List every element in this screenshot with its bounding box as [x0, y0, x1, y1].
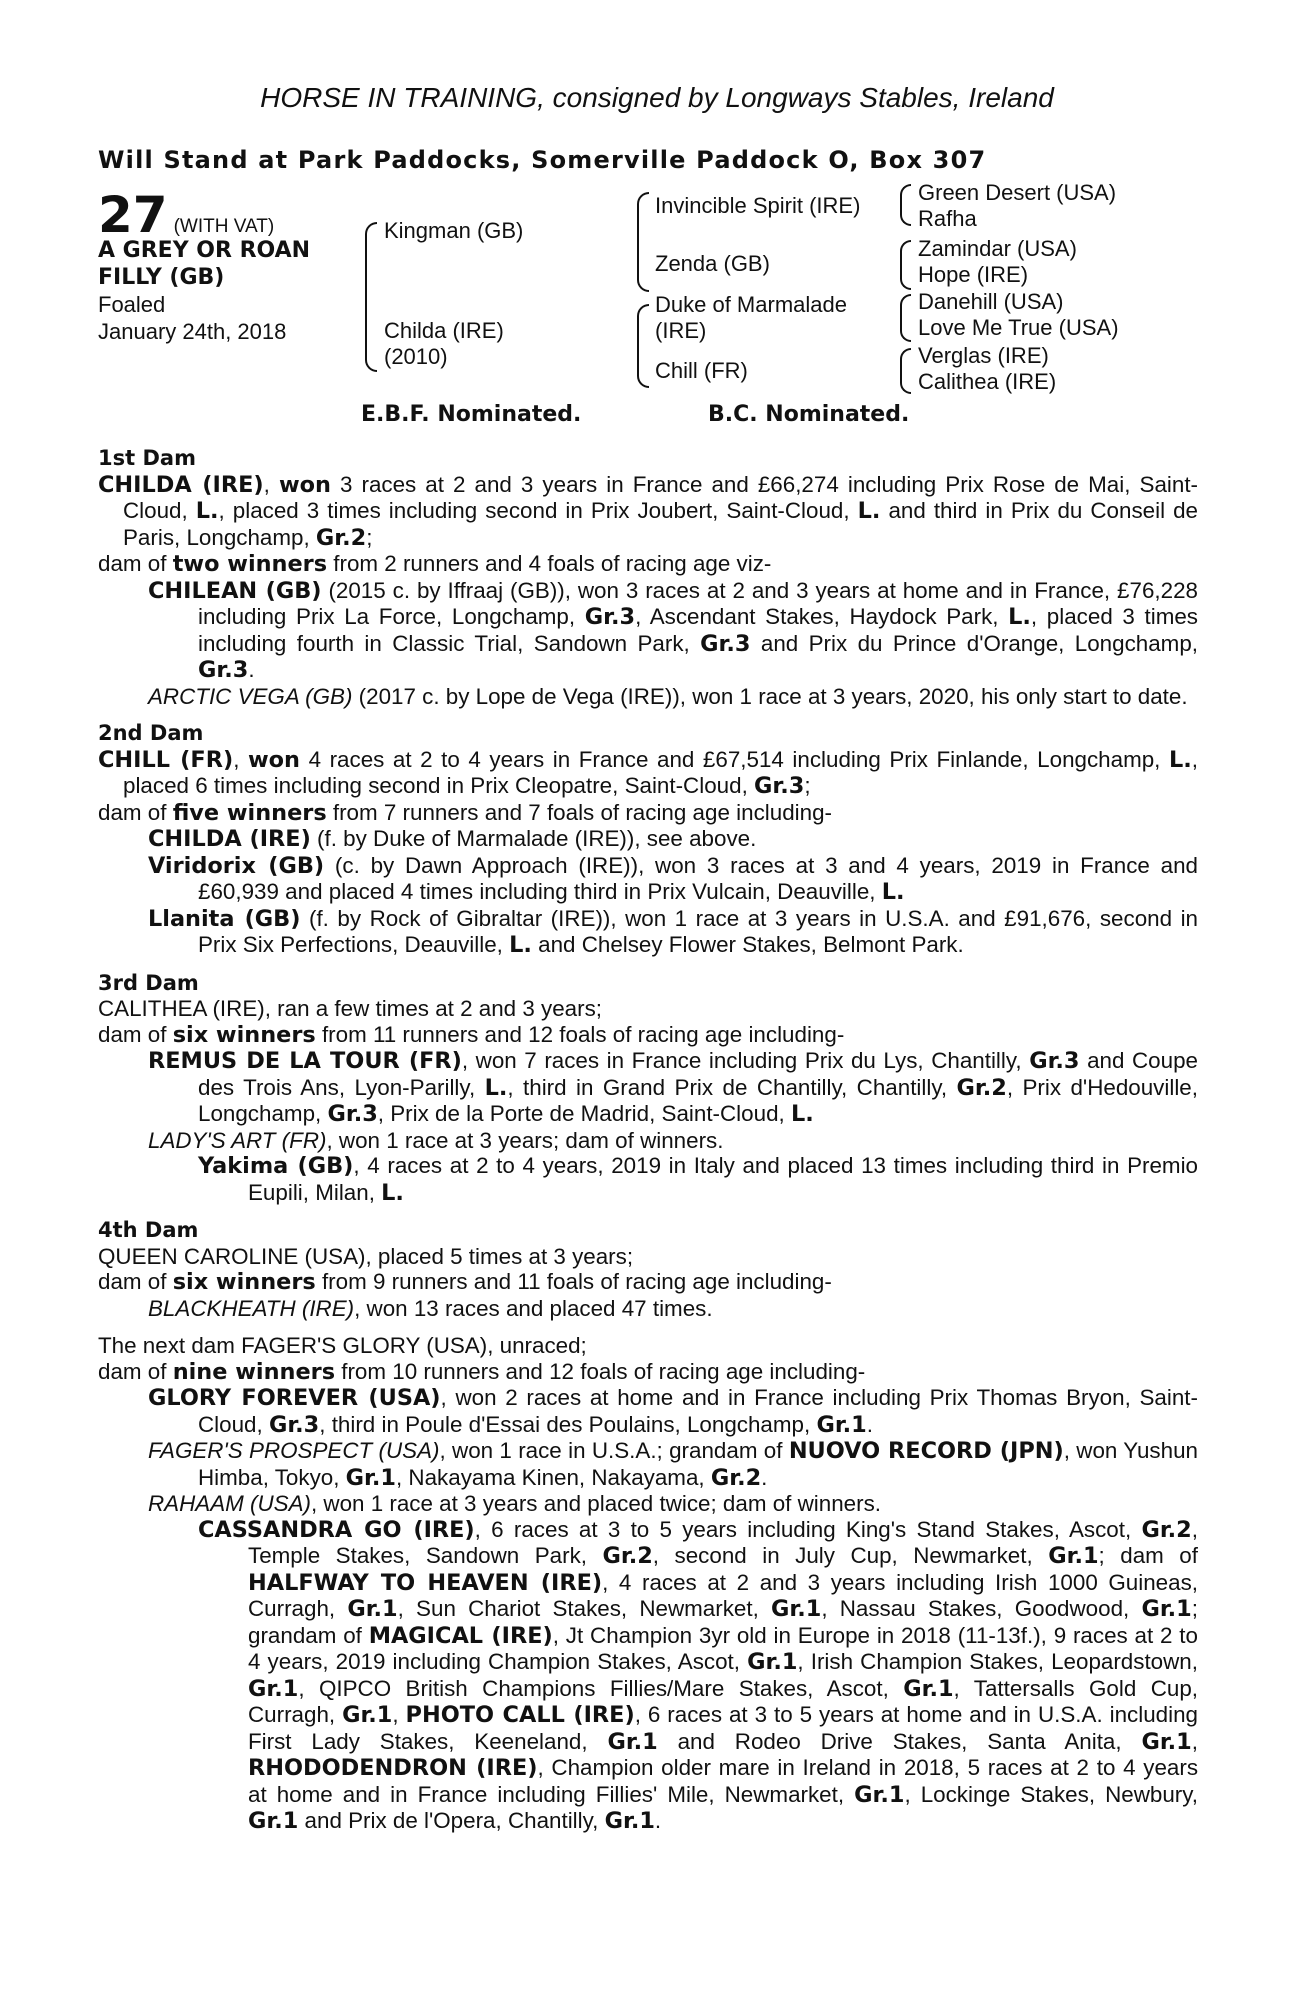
record-paragraph: dam of nine winners from 10 runners and 12 foals of racing age including- — [98, 1358, 866, 1385]
bold-text: L. — [484, 1074, 508, 1101]
pedigree-dam-sire-name: Duke of Marmalade — [655, 292, 847, 317]
bold-text: L. — [790, 1101, 814, 1127]
italic-text: LADY'S ART (FR) — [148, 1127, 327, 1153]
bold-text: CHILDA (IRE) — [148, 826, 311, 852]
lot-heading — [98, 186, 274, 244]
bold-text: nine winners — [172, 1358, 336, 1385]
record-paragraph: CHILDA (IRE) (f. by Duke of Marmalade (IRE)), see above. — [148, 826, 757, 852]
bold-text: Gr.1 — [248, 1808, 299, 1834]
section-heading: 2nd Dam — [98, 721, 204, 745]
record-paragraph: QUEEN CAROLINE (USA), placed 5 times at 3 years; — [98, 1243, 634, 1269]
record-paragraph: REMUS DE LA TOUR (FR), won 7 races in France including Prix du Lys, Chantilly, Gr.3 and Coupe des Trois Ans, Lyon-Parilly, L., third in Grand Prix de Chantilly, Chantilly, Gr.2, Prix d'Hedouville, Longchamp, Gr.3, Prix de la Porte de Madrid, Saint-Cloud, L. — [148, 1048, 1198, 1127]
horse-title-line2: FILLY (GB) — [98, 265, 225, 290]
foaled-label: Foaled — [98, 292, 166, 317]
family-section — [98, 971, 1198, 1207]
bold-text: Gr.1 — [854, 1781, 905, 1808]
record-paragraph: CALITHEA (IRE), ran a few times at 2 and 3 years; — [98, 996, 602, 1021]
bold-text: L. — [857, 498, 881, 524]
bold-text: six winners — [172, 1269, 316, 1295]
bold-text: Gr.1 — [347, 1596, 398, 1622]
record-paragraph: Llanita (GB) (f. by Rock of Gibraltar (IRE)), won 1 race at 3 years in U.S.A. and £91,676, second in Prix Six Perfections, Deauville, L. and Chelsey Flower Stakes, Belmont Park. — [148, 905, 1198, 958]
bold-text: CHILL (FR) — [98, 746, 234, 773]
pedigree-sire: Kingman (GB) — [384, 218, 524, 243]
pedigree-gen3-1: Green Desert (USA) — [918, 180, 1117, 205]
bold-text: Gr.1 — [1141, 1728, 1192, 1755]
record-paragraph: GLORY FOREVER (USA), won 2 races at home and in France including Prix Thomas Bryon, Saint-Cloud, Gr.3, third in Poule d'Essai des Poulains, Longchamp, Gr.1. — [148, 1385, 1198, 1438]
bold-text: Gr.1 — [1141, 1596, 1192, 1622]
bold-text: CHILEAN (GB) — [148, 577, 322, 604]
record-paragraph: Viridorix (GB) (c. by Dawn Approach (IRE)), won 3 races at 3 and 4 years, 2019 in France and £60,939 and placed 4 times including third in Prix Vulcain, Deauville, L. — [148, 852, 1198, 905]
pedigree-gen3-8: Calithea (IRE) — [918, 369, 1057, 394]
bold-text: Gr.3 — [268, 1411, 320, 1438]
bold-text: Gr.1 — [903, 1675, 954, 1702]
bold-text: Gr.1 — [607, 1728, 658, 1755]
record-paragraph: FAGER'S PROSPECT (USA), won 1 race in U.S.A.; grandam of NUOVO RECORD (JPN), won Yushun Himba, Tokyo, Gr.1, Nakayama Kinen, Nakayama, Gr.2. — [148, 1438, 1198, 1491]
pedigree-dam-dam: Chill (FR) — [655, 358, 748, 383]
pedigree-dam-name: Childa (IRE) — [384, 318, 504, 343]
section-heading: 1st Dam — [98, 446, 196, 470]
bold-text: Gr.3 — [584, 604, 636, 630]
record-paragraph: BLACKHEATH (IRE), won 13 races and placed 47 times. — [148, 1295, 713, 1321]
record-paragraph: CASSANDRA GO (IRE), 6 races at 3 to 5 years including King's Stand Stakes, Ascot, Gr.2, Temple Stakes, Sandown Park, Gr.2, second in July Cup, Newmarket, Gr.1; dam of HALFWAY TO HEAVEN (IRE), 4 races at 2 and 3 years including Irish 1000 Guineas, Curragh, Gr.1, Sun Chariot Stakes, Newmarket, Gr.1, Nassau Stakes, Goodwood, Gr.1; grandam of MAGICAL (IRE), Jt Champion 3yr old in Europe in 2018 (11-13f.), 9 races at 2 to 4 years, 2019 including Champion Stakes, Ascot, Gr.1, Irish Champion Stakes, Leopardstown, Gr.1, QIPCO British Champions Fillies/Mare Stakes, Ascot, Gr.1, Tattersalls Gold Cup, Curragh, Gr.1, PHOTO CALL (IRE), 6 races at 3 to 5 years at home and in U.S.A. including First Lady Stakes, Keeneland, Gr.1 and Rodeo Drive Stakes, Santa Anita, Gr.1, RHODODENDRON (IRE), Champion older mare in Ireland in 2018, 5 races at 2 to 4 years at home and in France including Fillies' Mile, Newmarket, Gr.1, Lockinge Stakes, Newbury, Gr.1 and Prix de l'Opera, Chantilly, Gr.1. — [198, 1516, 1199, 1834]
bold-text: six winners — [172, 1021, 316, 1048]
pedigree-gen3-5: Danehill (USA) — [918, 289, 1064, 314]
pedigree-dam — [384, 318, 504, 370]
pedigree-sire-sire: Invincible Spirit (IRE) — [655, 193, 861, 218]
lot-number: 27 — [98, 186, 168, 244]
family-section — [98, 721, 1198, 959]
bold-text: Gr.2 — [710, 1464, 762, 1491]
bold-text: L. — [1168, 746, 1192, 773]
bold-text: Gr.3 — [754, 773, 805, 799]
pedigree-gen3-2: Rafha — [918, 206, 977, 231]
pedigree-gen3-7: Verglas (IRE) — [918, 343, 1049, 368]
bold-text: Gr.3 — [700, 630, 751, 657]
pedigree-bracket-ss — [900, 184, 911, 226]
italic-text: RAHAAM (USA) — [148, 1491, 311, 1516]
record-paragraph: ARCTIC VEGA (GB) (2017 c. by Lope de Vega (IRE)), won 1 race at 3 years, 2020, his only start to date. — [148, 683, 1188, 709]
stand-location: Will Stand at Park Paddocks, Somerville Paddock O, Box 307 — [98, 146, 987, 174]
produce-record — [98, 446, 1198, 1847]
bold-text: Gr.3 — [198, 657, 249, 683]
bold-text: Gr.1 — [342, 1702, 393, 1728]
bold-text: NUOVO RECORD (JPN) — [788, 1438, 1064, 1464]
record-paragraph: The next dam FAGER'S GLORY (USA), unraced; — [98, 1333, 587, 1358]
record-paragraph: dam of five winners from 7 runners and 7 foals of racing age including- — [98, 799, 832, 826]
bold-text: Gr.2 — [956, 1074, 1007, 1101]
pedigree-bracket-dam — [637, 304, 649, 388]
bold-text: Gr.1 — [604, 1808, 655, 1834]
bold-text: Gr.1 — [1048, 1543, 1099, 1569]
bold-text: Gr.1 — [771, 1596, 822, 1622]
italic-text: ARCTIC VEGA (GB) — [148, 683, 353, 709]
bold-text: Viridorix (GB) — [148, 852, 325, 879]
record-paragraph: dam of six winners from 11 runners and 12 foals of racing age including- — [98, 1021, 845, 1048]
consignor-header: HORSE IN TRAINING, consigned by Longways Stables, Ireland — [260, 82, 1054, 113]
record-paragraph: CHILEAN (GB) (2015 c. by Iffraaj (GB)), won 3 races at 2 and 3 years at home and in France, £76,228 including Prix La Force, Longchamp, Gr.3, Ascendant Stakes, Haydock Park, L., placed 3 times including fourth in Classic Trial, Sandown Park, Gr.3 and Prix du Prince d'Orange, Longchamp, Gr.3. — [148, 577, 1199, 683]
family-section — [98, 446, 1198, 709]
ebf-nominated: E.B.F. Nominated. — [361, 402, 582, 427]
pedigree-gen3-6: Love Me True (USA) — [918, 315, 1119, 340]
bold-text: won — [247, 746, 300, 773]
bold-text: MAGICAL (IRE) — [368, 1622, 553, 1649]
vat-note: (WITH VAT) — [173, 216, 275, 237]
section-heading: 4th Dam — [98, 1218, 199, 1242]
bold-text: Gr.2 — [315, 524, 367, 551]
record-paragraph: LADY'S ART (FR), won 1 race at 3 years; dam of winners. — [148, 1127, 724, 1153]
bold-text: Yakima (GB) — [198, 1153, 354, 1179]
bold-text: won — [278, 471, 331, 498]
bold-text: five winners — [172, 799, 327, 826]
bold-text: CHILDA (IRE) — [98, 471, 264, 498]
bold-text: Gr.2 — [1141, 1516, 1192, 1543]
pedigree-gen3-3: Zamindar (USA) — [918, 236, 1077, 261]
italic-text: FAGER'S PROSPECT (USA) — [148, 1438, 440, 1463]
record-paragraph: dam of six winners from 9 runners and 11 foals of racing age including- — [98, 1269, 832, 1295]
record-paragraph: CHILDA (IRE), won 3 races at 2 and 3 years in France and £66,274 including Prix Rose de Mai, Saint-Cloud, L., placed 3 times including second in Prix Joubert, Saint-Cloud, L. and third in Prix du Conseil de Paris, Longchamp, Gr.2; — [98, 471, 1198, 551]
bold-text: Llanita (GB) — [148, 905, 301, 932]
pedigree-sire-dam: Zenda (GB) — [655, 251, 770, 276]
bold-text: Gr.3 — [327, 1101, 378, 1127]
family-section — [98, 1218, 1198, 1321]
bold-text: L. — [381, 1179, 404, 1206]
bold-text: Gr.1 — [345, 1464, 396, 1491]
foaled-date: January 24th, 2018 — [98, 319, 287, 344]
bold-text: CASSANDRA GO (IRE) — [198, 1516, 475, 1543]
record-paragraph: Yakima (GB), 4 races at 2 to 4 years, 2019 in Italy and placed 13 times including third in Premio Eupili, Milan, L. — [198, 1153, 1198, 1206]
bold-text: GLORY FOREVER (USA) — [148, 1385, 441, 1411]
pedigree-dam-sire — [655, 292, 847, 344]
section-heading: 3rd Dam — [98, 970, 199, 995]
pedigree-bracket-sire — [637, 192, 649, 292]
bold-text: Gr.1 — [816, 1411, 867, 1438]
pedigree-dam-year: (2010) — [384, 344, 448, 369]
pedigree-gen3-4: Hope (IRE) — [918, 262, 1029, 287]
horse-title-line1: A GREY OR ROAN — [98, 238, 311, 263]
bold-text: L. — [195, 498, 219, 524]
pedigree-dam-sire-country: (IRE) — [655, 318, 707, 343]
italic-text: BLACKHEATH (IRE) — [148, 1295, 355, 1321]
bold-text: HALFWAY TO HEAVEN (IRE) — [248, 1569, 603, 1596]
bold-text: Gr.3 — [1029, 1048, 1080, 1074]
bold-text: Gr.2 — [602, 1543, 653, 1569]
record-paragraph: CHILL (FR), won 4 races at 2 to 4 years in France and £67,514 including Prix Finlande, Longchamp, L., placed 6 times including second in Prix Cleopatre, Saint-Cloud, Gr.3; — [98, 746, 1198, 799]
family-section — [98, 1333, 1198, 1835]
record-paragraph: RAHAAM (USA), won 1 race at 3 years and placed twice; dam of winners. — [148, 1491, 881, 1516]
bold-text: Gr.1 — [747, 1649, 798, 1675]
bold-text: PHOTO CALL (IRE) — [405, 1702, 635, 1728]
bold-text: two winners — [172, 551, 328, 577]
bold-text: L. — [509, 932, 532, 958]
pedigree-bracket-parents — [365, 222, 377, 372]
bold-text: RHODODENDRON (IRE) — [248, 1755, 538, 1781]
pedigree-bracket-dd — [900, 348, 911, 394]
bold-text: L. — [881, 879, 905, 905]
bc-nominated: B.C. Nominated. — [708, 402, 910, 427]
pedigree-bracket-sd — [900, 240, 911, 290]
bold-text: REMUS DE LA TOUR (FR) — [148, 1048, 462, 1074]
bold-text: L. — [1008, 604, 1031, 630]
pedigree-bracket-ds — [900, 294, 911, 342]
bold-text: Gr.1 — [248, 1675, 299, 1702]
horse-description — [98, 237, 358, 345]
record-paragraph: dam of two winners from 2 runners and 4 foals of racing age viz- — [98, 551, 772, 577]
